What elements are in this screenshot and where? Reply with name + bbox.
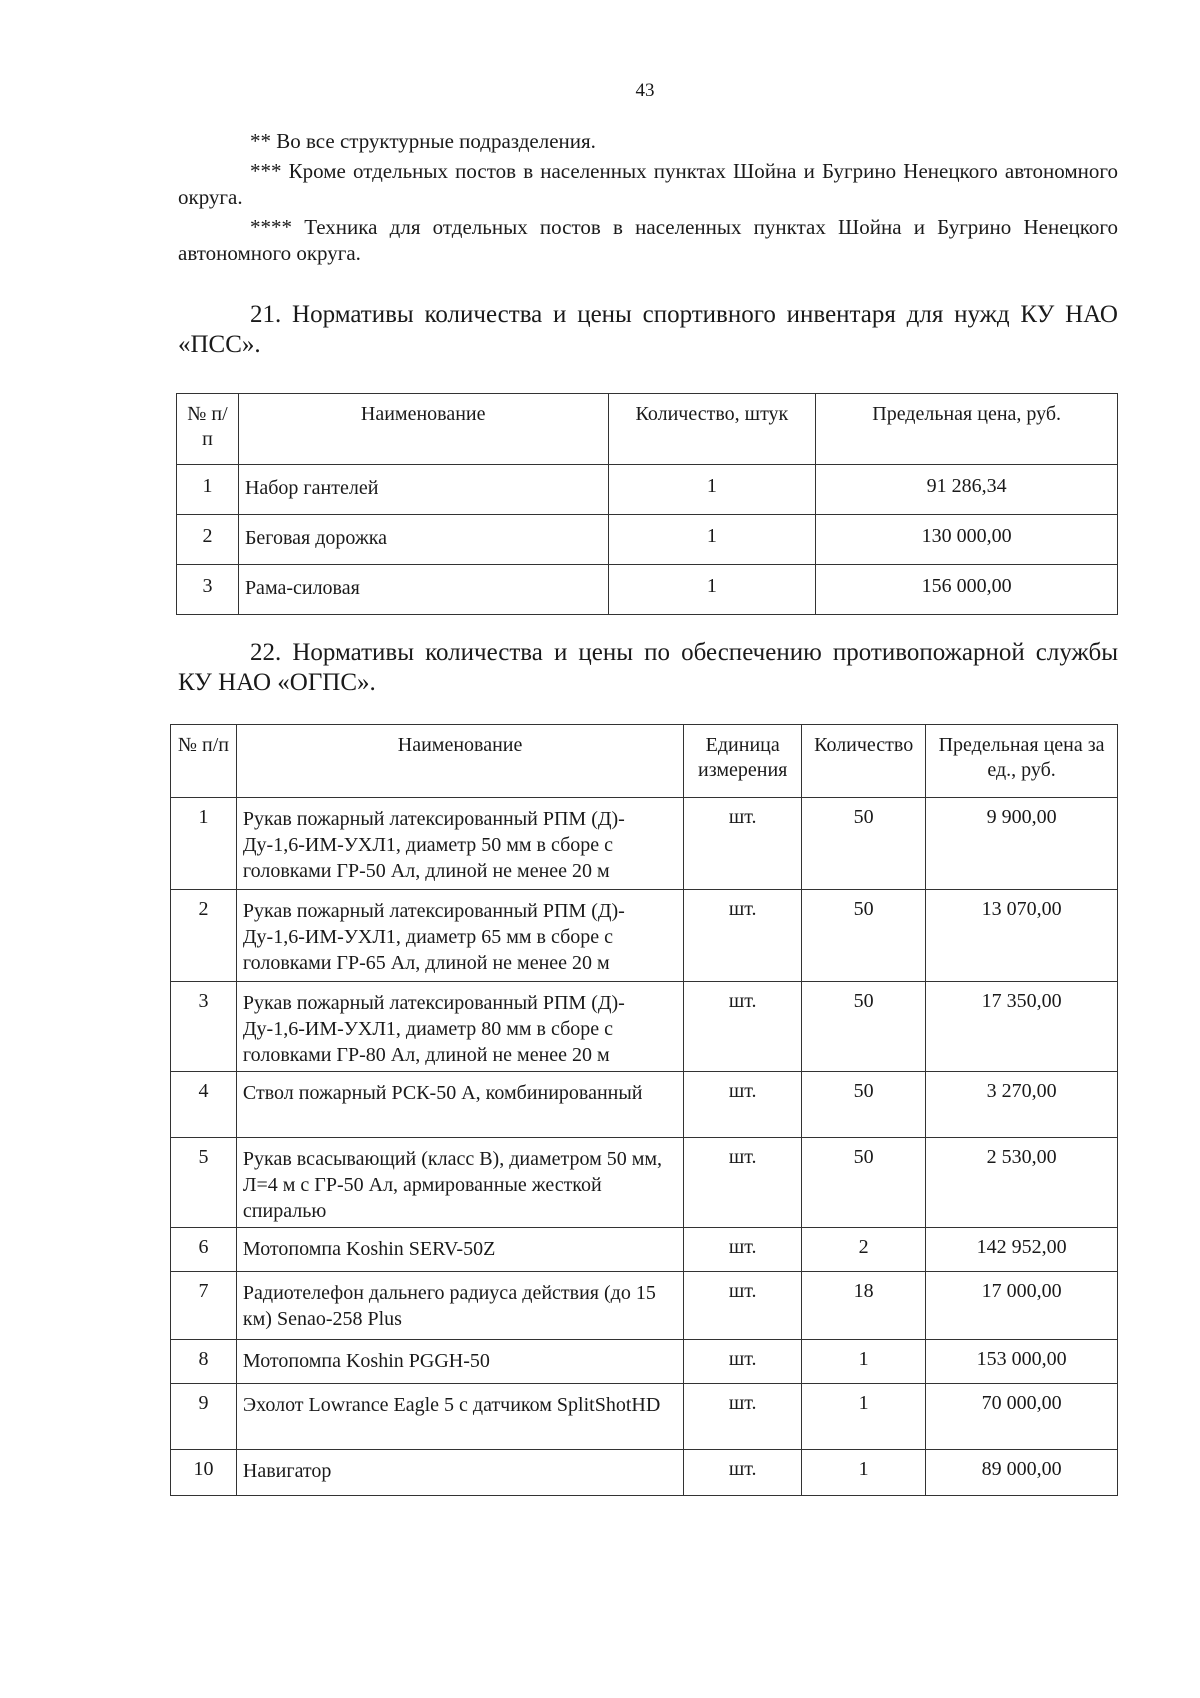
item-unit: шт. — [684, 1384, 802, 1450]
item-price: 91 286,34 — [816, 465, 1118, 515]
item-price: 130 000,00 — [816, 515, 1118, 565]
item-unit: шт. — [684, 1272, 802, 1340]
item-name: Навигатор — [236, 1450, 683, 1496]
item-name: Рукав пожарный латексированный РПМ (Д)-Ду-1,6-ИМ-УХЛ1, диаметр 50 мм в сборе с головками ГР-50 Ал, длиной не менее 20 м — [236, 798, 683, 890]
item-name: Ствол пожарный РСК-50 А, комбинированный — [236, 1072, 683, 1138]
table-row — [171, 890, 1118, 982]
section-22-heading-text: 22. Нормативы количества и цены по обеспечению противопожарной службы КУ НАО «ОГПС». — [178, 639, 1118, 696]
section-21-heading — [178, 300, 1118, 360]
item-name: Мотопомпа Koshin SERV-50Z — [236, 1228, 683, 1272]
item-name: Рукав пожарный латексированный РПМ (Д)-Ду-1,6-ИМ-УХЛ1, диаметр 80 мм в сборе с головками ГР-80 Ал, длиной не менее 20 м — [236, 982, 683, 1072]
item-name: Рукав пожарный латексированный РПМ (Д)-Ду-1,6-ИМ-УХЛ1, диаметр 65 мм в сборе с головками ГР-65 Ал, длиной не менее 20 м — [236, 890, 683, 982]
table-row — [171, 798, 1118, 890]
item-quantity: 50 — [802, 982, 926, 1072]
item-unit: шт. — [684, 1138, 802, 1228]
col-number-header: № п/п — [171, 725, 237, 798]
item-name: Эхолот Lowrance Eagle 5 с датчиком SplitShotHD — [236, 1384, 683, 1450]
item-quantity: 1 — [608, 515, 816, 565]
row-number: 4 — [171, 1072, 237, 1138]
item-name: Беговая дорожка — [238, 515, 608, 565]
table-row — [171, 982, 1118, 1072]
footnote-1 — [178, 128, 1118, 154]
item-quantity: 1 — [802, 1340, 926, 1384]
item-price: 9 900,00 — [926, 798, 1118, 890]
table-row — [177, 565, 1118, 615]
col-unit-header: Единица измерения — [684, 725, 802, 798]
item-unit: шт. — [684, 1228, 802, 1272]
footnote-2-text: *** Кроме отдельных постов в населенных пунктах Шойна и Бугрино Ненецкого автономного округа. — [178, 159, 1118, 209]
item-price: 3 270,00 — [926, 1072, 1118, 1138]
item-unit: шт. — [684, 798, 802, 890]
item-quantity: 50 — [802, 798, 926, 890]
fire-service-table — [170, 724, 1118, 1496]
item-price: 17 350,00 — [926, 982, 1118, 1072]
col-quantity-header: Количество, штук — [608, 394, 816, 465]
item-name: Рукав всасывающий (класс В), диаметром 50 мм, Л=4 м с ГР-50 Ал, армированные жесткой спиралью — [236, 1138, 683, 1228]
row-number: 1 — [177, 465, 239, 515]
item-price: 153 000,00 — [926, 1340, 1118, 1384]
row-number: 1 — [171, 798, 237, 890]
item-quantity: 1 — [608, 565, 816, 615]
item-price: 13 070,00 — [926, 890, 1118, 982]
item-unit: шт. — [684, 1340, 802, 1384]
item-unit: шт. — [684, 982, 802, 1072]
row-number: 8 — [171, 1340, 237, 1384]
footnote-1-text: ** Во все структурные подразделения. — [250, 129, 596, 153]
item-quantity: 50 — [802, 890, 926, 982]
row-number: 3 — [177, 565, 239, 615]
row-number: 6 — [171, 1228, 237, 1272]
table-header-row — [177, 394, 1118, 465]
item-unit: шт. — [684, 1450, 802, 1496]
col-quantity-header: Количество — [802, 725, 926, 798]
item-price: 156 000,00 — [816, 565, 1118, 615]
table-row — [177, 465, 1118, 515]
item-quantity: 1 — [608, 465, 816, 515]
table-row — [171, 1340, 1118, 1384]
page-number: 43 — [635, 80, 655, 101]
col-price-header: Предельная цена, руб. — [816, 394, 1118, 465]
row-number: 5 — [171, 1138, 237, 1228]
table-row — [171, 1138, 1118, 1228]
row-number: 3 — [171, 982, 237, 1072]
item-unit: шт. — [684, 1072, 802, 1138]
row-number: 2 — [177, 515, 239, 565]
table-row — [171, 1450, 1118, 1496]
col-price-header: Предельная цена за ед., руб. — [926, 725, 1118, 798]
item-quantity: 1 — [802, 1384, 926, 1450]
item-quantity: 2 — [802, 1228, 926, 1272]
row-number: 2 — [171, 890, 237, 982]
footnote-3 — [178, 214, 1118, 266]
table-row — [171, 1384, 1118, 1450]
item-name: Радиотелефон дальнего радиуса действия (до 15 км) Senao-258 Plus — [236, 1272, 683, 1340]
table-row — [171, 1272, 1118, 1340]
item-price: 70 000,00 — [926, 1384, 1118, 1450]
table-header-row — [171, 725, 1118, 798]
item-name: Набор гантелей — [238, 465, 608, 515]
item-quantity: 1 — [802, 1450, 926, 1496]
item-unit: шт. — [684, 890, 802, 982]
footnote-2 — [178, 158, 1118, 210]
col-name-header: Наименование — [238, 394, 608, 465]
item-name: Рама-силовая — [238, 565, 608, 615]
row-number: 10 — [171, 1450, 237, 1496]
section-22-heading — [178, 638, 1118, 698]
item-quantity: 50 — [802, 1138, 926, 1228]
item-quantity: 18 — [802, 1272, 926, 1340]
footnote-3-text: **** Техника для отдельных постов в населенных пунктах Шойна и Бугрино Ненецкого автономного округа. — [178, 215, 1118, 265]
item-price: 142 952,00 — [926, 1228, 1118, 1272]
row-number: 9 — [171, 1384, 237, 1450]
item-name: Мотопомпа Koshin PGGH-50 — [236, 1340, 683, 1384]
section-21-heading-text: 21. Нормативы количества и цены спортивного инвентаря для нужд КУ НАО «ПСС». — [178, 301, 1118, 358]
item-price: 17 000,00 — [926, 1272, 1118, 1340]
col-name-header: Наименование — [236, 725, 683, 798]
table-row — [177, 515, 1118, 565]
col-number-header: № п/п — [177, 394, 239, 465]
item-price: 2 530,00 — [926, 1138, 1118, 1228]
table-row — [171, 1072, 1118, 1138]
table-row — [171, 1228, 1118, 1272]
item-quantity: 50 — [802, 1072, 926, 1138]
row-number: 7 — [171, 1272, 237, 1340]
sports-equipment-table — [176, 393, 1118, 615]
item-price: 89 000,00 — [926, 1450, 1118, 1496]
